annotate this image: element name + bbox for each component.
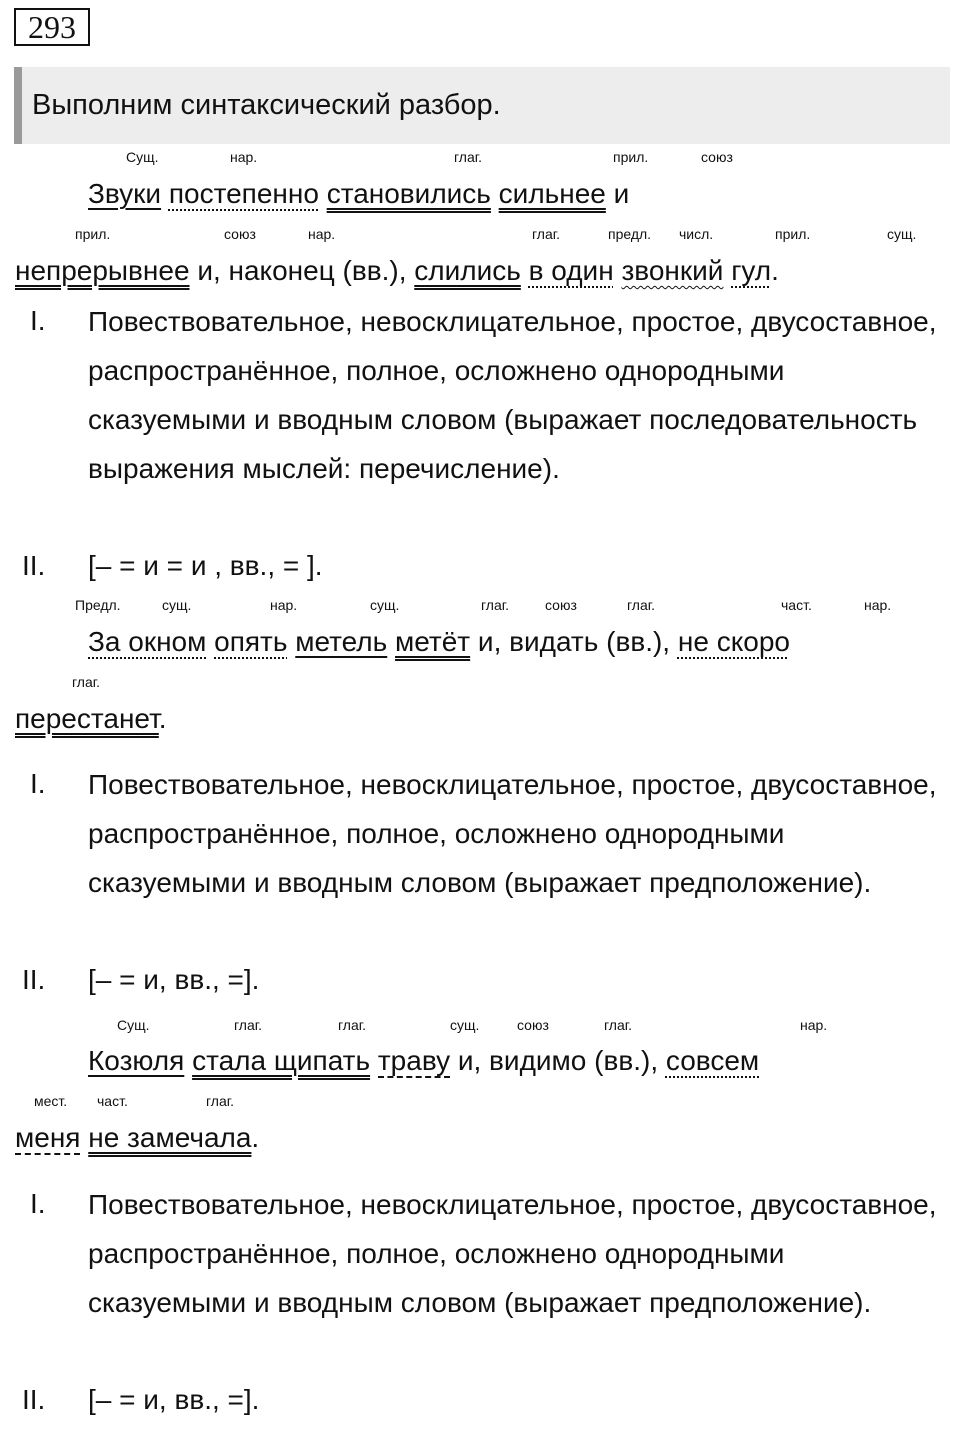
analysis-2-num: I. bbox=[30, 768, 46, 799]
sentence-1-line-2: непрерывнее и, наконец (вв.), слились в один звонкий гул. bbox=[15, 255, 779, 286]
conjunction-word: и bbox=[613, 178, 630, 209]
predicate-word: становились bbox=[326, 178, 491, 209]
pos-label: част. bbox=[781, 597, 812, 613]
pos-label: глаг. bbox=[604, 1017, 633, 1033]
pos-label: прил. bbox=[775, 226, 811, 242]
pos-label: глаг. bbox=[338, 1017, 367, 1033]
subject-word: Козюля bbox=[88, 1045, 185, 1076]
pos-label: Сущ. bbox=[117, 1017, 150, 1033]
introductory-word: и, наконец (вв.), bbox=[197, 255, 407, 286]
instruction-banner bbox=[14, 67, 950, 144]
adverbial-word: совсем bbox=[665, 1045, 760, 1076]
pos-label: глаг. bbox=[72, 674, 101, 690]
pos-label: сущ. bbox=[887, 226, 917, 242]
pos-label: сущ. bbox=[370, 597, 400, 613]
object-word: меня bbox=[15, 1122, 81, 1153]
predicate-word: непрерывнее bbox=[15, 255, 190, 286]
analysis-1-num: I. bbox=[30, 305, 46, 336]
scheme-1-text: [– = и = и , вв., = ]. bbox=[88, 550, 323, 581]
pos-label: нар. bbox=[308, 226, 336, 242]
pos-label: мест. bbox=[34, 1093, 68, 1109]
adverbial-word: опять bbox=[214, 626, 288, 657]
pos-label: союз bbox=[545, 597, 577, 613]
predicate-word: перестанет bbox=[15, 703, 159, 734]
sentence-1-line-1 bbox=[88, 176, 629, 212]
adverbial-word: постепенно bbox=[168, 178, 319, 209]
adverbial-word: в один bbox=[528, 255, 614, 286]
object-word: траву bbox=[377, 1045, 451, 1076]
subject-word: Звуки bbox=[88, 178, 162, 209]
scheme-2-text: [– = и, вв., =]. bbox=[88, 964, 260, 995]
pos-label: прил. bbox=[75, 226, 111, 242]
task-number: 293 bbox=[14, 8, 90, 46]
sentence-2-line-2: перестанет. bbox=[15, 703, 167, 734]
pos-label: нар. bbox=[800, 1017, 828, 1033]
pos-label: союз bbox=[224, 226, 256, 242]
sentence-2-line-1 bbox=[88, 624, 790, 660]
scheme-2-num: II. bbox=[22, 964, 46, 995]
pos-label: Предл. bbox=[75, 597, 121, 613]
analysis-2-text: Повествовательное, невосклицательное, простое, двусоставное, распространённое, полное, осложнено однородными сказуемыми и вводным словом (выражает предположение). bbox=[88, 769, 937, 898]
sentence-3-line-2: меня не замечала. bbox=[15, 1122, 260, 1153]
attribute-word: звонкий bbox=[621, 255, 724, 286]
pos-label: числ. bbox=[679, 226, 714, 242]
pos-label: нар. bbox=[270, 597, 298, 613]
analysis-1-text: Повествовательное, невосклицательное, простое, двусоставное, распространённое, полное, осложнено однородными сказуемыми и вводным словом (выражает последовательность выражения мыслей: перечисление). bbox=[88, 306, 937, 484]
subject-word: метель bbox=[295, 626, 388, 657]
predicate-word: не замечала bbox=[88, 1122, 252, 1153]
predicate-word: стала щипать bbox=[192, 1045, 371, 1076]
pos-label: глаг. bbox=[454, 149, 483, 165]
adverbial-word: не скоро bbox=[677, 626, 790, 657]
scheme-3-num: II. bbox=[22, 1384, 46, 1415]
predicate-word: сильнее bbox=[498, 178, 606, 209]
pos-label: нар. bbox=[230, 149, 258, 165]
scheme-3-text: [– = и, вв., =]. bbox=[88, 1384, 260, 1415]
pos-label: глаг. bbox=[627, 597, 656, 613]
pos-label: глаг. bbox=[532, 226, 561, 242]
predicate-word: слились bbox=[414, 255, 521, 286]
introductory-word: и, видимо (вв.), bbox=[457, 1045, 659, 1076]
adverbial-word: гул bbox=[731, 255, 772, 286]
pos-label: глаг. bbox=[481, 597, 510, 613]
predicate-word: метёт bbox=[395, 626, 471, 657]
pos-label: союз bbox=[517, 1017, 549, 1033]
pos-label: предл. bbox=[608, 226, 652, 242]
pos-label: глаг. bbox=[206, 1093, 235, 1109]
pos-label: сущ. bbox=[162, 597, 192, 613]
pos-label: глаг. bbox=[234, 1017, 263, 1033]
adverbial-word: За окном bbox=[88, 626, 207, 657]
introductory-word: и, видать (вв.), bbox=[477, 626, 671, 657]
pos-label: прил. bbox=[613, 149, 649, 165]
pos-label: союз bbox=[701, 149, 733, 165]
analysis-3-num: I. bbox=[30, 1188, 46, 1219]
pos-label: сущ. bbox=[450, 1017, 480, 1033]
sentence-3-line-1 bbox=[88, 1043, 759, 1079]
pos-label: част. bbox=[97, 1093, 128, 1109]
instruction-text: Выполним синтаксический разбор. bbox=[32, 89, 501, 121]
pos-label: Сущ. bbox=[126, 149, 159, 165]
pos-label: нар. bbox=[864, 597, 892, 613]
analysis-3-text: Повествовательное, невосклицательное, простое, двусоставное, распространённое, полное, осложнено однородными сказуемыми и вводным словом (выражает предположение). bbox=[88, 1189, 937, 1318]
scheme-1-num: II. bbox=[22, 550, 46, 581]
